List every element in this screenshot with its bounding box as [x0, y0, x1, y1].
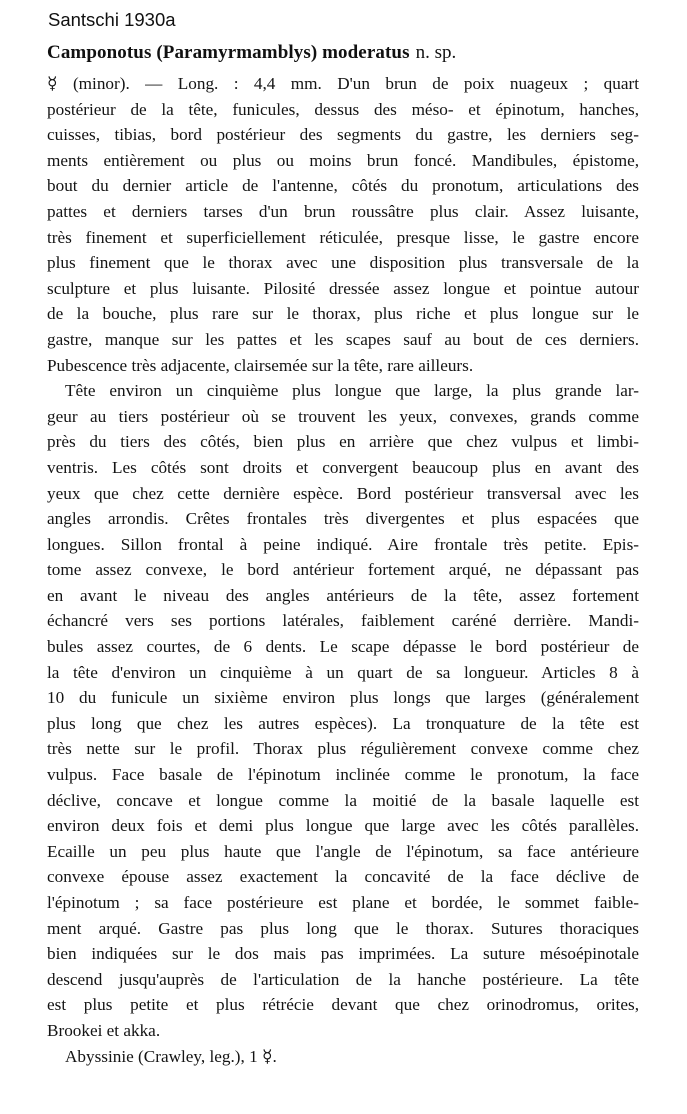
- text-line: très nette sur le profil. Thorax plus régulièrement convexe comme chez: [47, 739, 639, 759]
- text-line: Brookei et akka.: [47, 1020, 161, 1040]
- text-line: ventris. Les côtés sont droits et convergent beaucoup plus en avant des: [47, 457, 639, 477]
- text-line: bien indiquées sur le dos mais pas imprimées. La suture mésoépinotale: [47, 944, 639, 964]
- text-line: vulpus. Face basale de l'épinotum inclinée comme le pronotum, la face: [47, 765, 639, 785]
- text-line: la tête d'environ un cinquième à un quart de sa longueur. Articles 8 à: [47, 662, 639, 682]
- text-line: près du tiers des côtés, bien plus en arrière que chez vulpus et limbi-: [47, 432, 639, 452]
- text-line: bules assez courtes, de 6 dents. Le scape dépasse le bord postérieur de: [47, 637, 639, 657]
- text-line: cuisses, tibias, bord postérieur des segments du gastre, les derniers seg-: [47, 125, 639, 145]
- text-line: Tête environ un cinquième plus longue que large, la plus grande lar-: [65, 381, 639, 401]
- text-line: 10 du funicule un sixième environ plus longs que larges (généralement: [47, 688, 639, 708]
- text-line: ☿ (minor). — Long. : 4,4 mm. D'un brun de poix nuageux ; quart: [47, 74, 639, 93]
- text-line: bout du dernier article de l'antenne, côtés du pronotum, articulations des: [47, 176, 639, 196]
- species-title: [47, 42, 456, 64]
- text-line: plus long que chez les autres espèces). La tronquature de la tête est: [47, 713, 639, 733]
- text-line: pattes et derniers tarses d'un brun roussâtre plus clair. Assez luisante,: [47, 201, 639, 221]
- description-text: [47, 71, 639, 1069]
- text-line: ment arqué. Gastre pas plus long que le thorax. Sutures thoraciques: [47, 918, 639, 938]
- text-line: plus finement que le thorax avec une disposition plus transversale de la: [47, 253, 639, 273]
- text-line: échancré vers ses portions latérales, faiblement caréné derrière. Mandi-: [47, 611, 639, 631]
- text-line: Ecaille un peu plus haute que l'angle de l'épinotum, sa face antérieure: [47, 841, 639, 861]
- species-status: n. sp.: [415, 42, 457, 63]
- text-line: postérieur de la tête, funicules, dessus des méso- et épinotum, hanches,: [47, 99, 639, 119]
- text-line: tome assez convexe, le bord antérieur fortement arqué, ne dépassant pas: [47, 560, 639, 580]
- text-line: l'épinotum ; sa face postérieure est plane et bordée, le sommet faible-: [47, 893, 639, 912]
- text-line: de la bouche, plus rare sur le thorax, plus riche et plus longue sur le: [47, 304, 639, 324]
- citation-label: Santschi 1930a: [48, 9, 176, 30]
- text-line: déclive, concave et longue comme la moitié de la basale laquelle est: [47, 790, 639, 810]
- text-line: ments entièrement ou plus ou moins brun foncé. Mandibules, épistome,: [47, 150, 639, 170]
- text-line: gastre, manque sur les pattes et les scapes sauf au bout de ces derniers.: [47, 329, 639, 349]
- text-line: environ deux fois et demi plus longue que large avec les côtés parallèles.: [47, 816, 639, 836]
- text-line: sculpture et plus luisante. Pilosité dressée assez longue et pointue autour: [47, 278, 639, 298]
- text-line: longues. Sillon frontal à peine indiqué. Aire frontale très petite. Epis-: [47, 534, 639, 554]
- text-line: angles arrondis. Crêtes frontales très divergentes et plus espacées que: [47, 509, 639, 529]
- locality-line: Abyssinie (Crawley, leg.), 1 ☿.: [65, 1046, 277, 1066]
- text-line: très finement et superficiellement réticulée, presque lisse, le gastre encore: [47, 227, 639, 247]
- text-line: yeux que chez cette dernière espèce. Bord postérieur transversal avec les: [47, 483, 639, 503]
- text-line: Pubescence très adjacente, clairsemée sur la tête, rare ailleurs.: [47, 355, 474, 375]
- text-line: est plus petite et plus rétrécie devant que chez orinodromus, orites,: [47, 995, 639, 1015]
- species-name: Camponotus (Paramyrmamblys) moderatus: [47, 42, 410, 63]
- text-line: convexe épouse assez exactement la concavité de la face déclive de: [47, 867, 639, 887]
- text-line: en avant le niveau des angles antérieurs de la tête, assez fortement: [47, 585, 639, 605]
- text-line: descend jusqu'auprès de l'articulation de la hanche postérieure. La tête: [47, 969, 639, 989]
- text-line: geur au tiers postérieur où se trouvent les yeux, convexes, grands comme: [47, 406, 639, 426]
